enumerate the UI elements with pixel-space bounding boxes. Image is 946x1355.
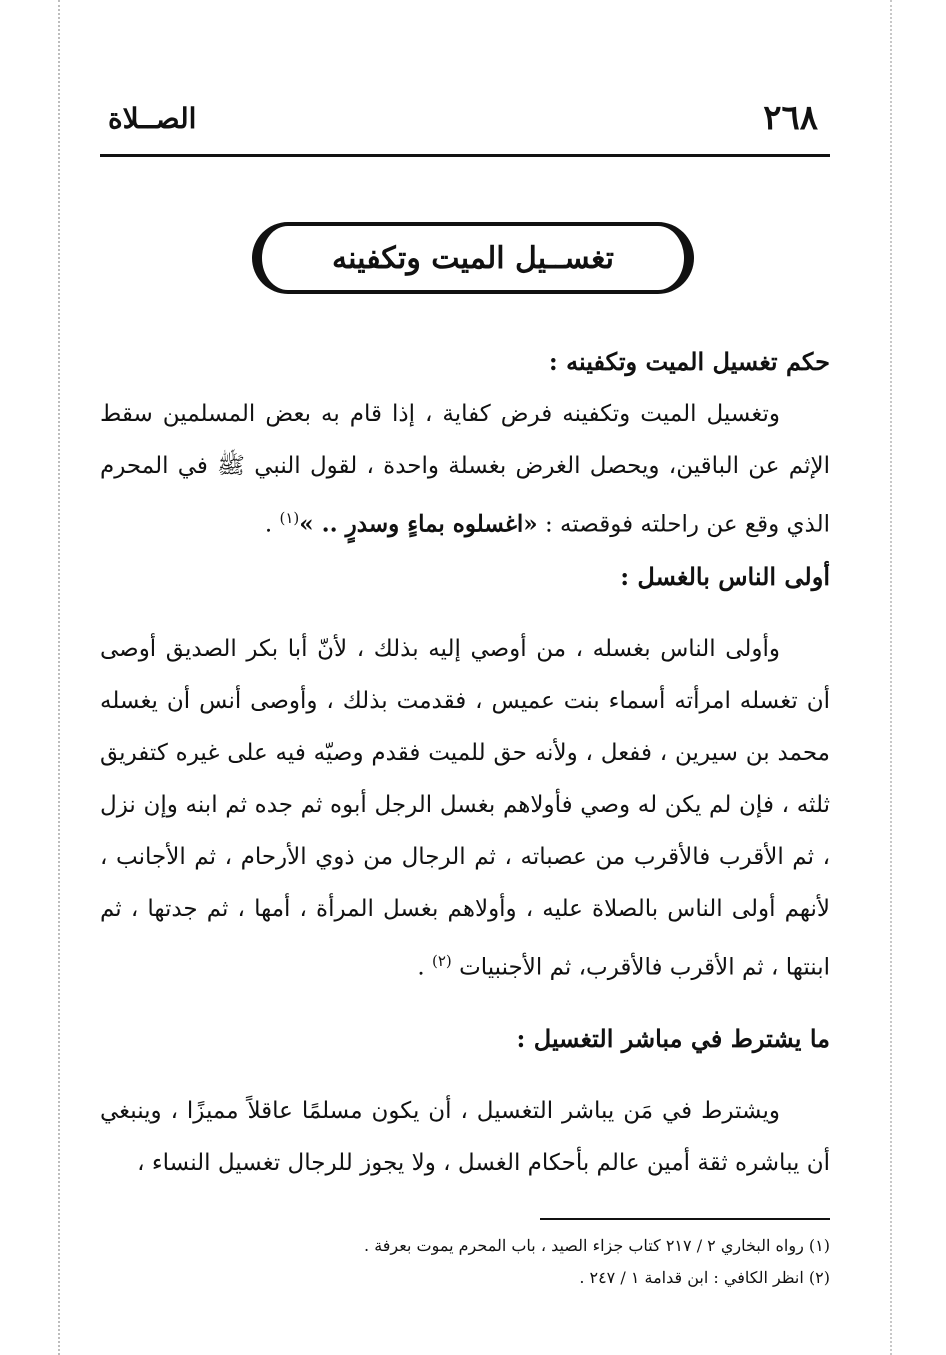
chapter-title: تغســيل الميت وتكفينه — [332, 240, 614, 276]
section-heading-priority: أولى الناس بالغسل : — [620, 561, 830, 591]
footnote-divider — [540, 1218, 830, 1220]
page-number: ٢٦٨ — [763, 98, 818, 138]
section-heading-conditions: ما يشترط في مباشر التغسيل : — [516, 1024, 830, 1054]
paragraph-priority — [100, 623, 830, 994]
footnote-2: (٢) انظر الكافي : ابن قدامة ١ / ٢٤٧ . — [579, 1268, 830, 1287]
page-header — [100, 96, 830, 146]
paragraph-end: . — [417, 954, 432, 981]
main-text — [100, 336, 830, 1189]
paragraph-text: وتغسيل الميت وتكفينه فرض كفاية ، إذا قام به بعض المسلمين سقط الإثم عن الباقين، ويحصل الغرض بغسلة واحدة ، لقول النبي ﷺ في المحرم الذي وقع عن راحلته فوقصته : — [100, 401, 830, 538]
footnote-ref-1: (١) — [279, 509, 300, 527]
margin-dotted-line-left — [58, 0, 60, 1355]
section-heading-ruling: حكم تغسيل الميت وتكفينه : — [548, 347, 830, 376]
footnote-1: (١) رواه البخاري ٢ / ٢١٧ كتاب جزاء الصيد ، باب المحرم يموت بعرفة . — [364, 1236, 830, 1255]
paragraph-conditions: ويشترط في مَن يباشر التغسيل ، أن يكون مسلمًا عاقلاً مميزًا ، وينبغي أن يباشره ثقة أمين عالم بأحكام الغسل ، ولا يجوز للرجال تغسيل النساء ، — [100, 1098, 830, 1177]
hadith-quote: «اغسلوه بماءٍ وسدرٍ .. » — [299, 510, 538, 538]
paragraph-ruling — [100, 388, 830, 551]
margin-dotted-line-right — [890, 0, 892, 1355]
footnotes — [250, 1230, 830, 1294]
footnote-ref-2: (٢) — [431, 951, 452, 970]
paragraph-text: وأولى الناس بغسله ، من أوصي إليه بذلك ، لأنّ أبا بكر الصديق أوصى أن تغسله امرأته أسماء بنت عميس ، فقدمت بذلك ، وأوصى أنس أن يغسله محمد بن سيرين ، ففعل ، ولأنه حق للميت فقدم وصيّه فيه على غيره كتفريق ثلثه ، فإن لم يكن له وصي فأولاهم بغسل الرجل أبوه ثم جده ثم ابنه وإن نزل ، ثم الأقرب فالأقرب من عصباته ، ثم الرجال من ذوي الأرحام ، ثم الأجانب ، لأنهم أولى الناس بالصلاة عليه ، وأولاهم بغسل المرأة ، أمها ، ثم جدتها ، ثم ابنتها ، ثم الأقرب فالأقرب، ثم الأجنبيات — [100, 635, 830, 981]
running-title: الصــلاة — [108, 102, 197, 135]
header-divider — [100, 154, 830, 157]
chapter-title-frame — [252, 222, 694, 294]
paragraph-end: . — [264, 511, 280, 538]
